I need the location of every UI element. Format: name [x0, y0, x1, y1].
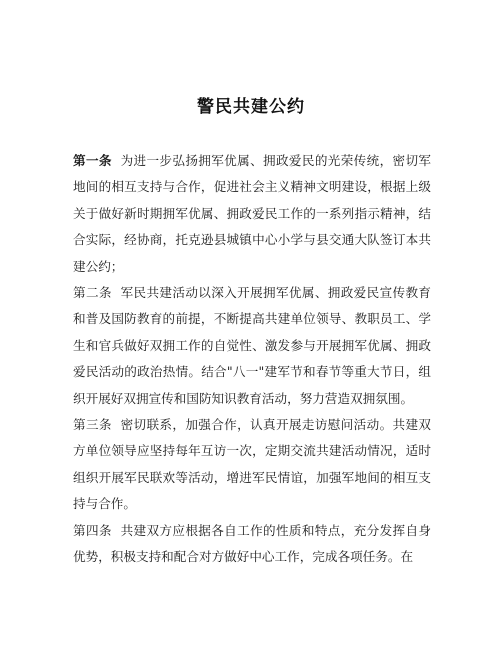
article-3: [73, 412, 431, 518]
article-2-heading: 第二条: [73, 285, 112, 301]
article-2: [73, 280, 431, 412]
article-1-heading: 第一条: [73, 153, 112, 168]
article-3-text: 密切联系，加强合作，认真开展走访慰问活动。共建双方单位领导应坚持每年互访一次，定期交流共建活动情况，适时组织开展军民联欢等活动，增进军民情谊，加强军地间的相互支持与合作。: [73, 417, 432, 512]
article-4-text: 共建双方应根据各自工作的性质和特点，充分发挥自身优势，积极支持和配合对方做好中心工作，完成各项任务。在: [73, 522, 432, 565]
article-4: [73, 518, 431, 571]
article-1: [73, 148, 431, 280]
article-1-text: 为进一步弘扬拥军优属、拥政爱民的光荣传统，密切军地间的相互支持与合作，促进社会主义精神文明建设，根据上级关于做好新时期拥军优属、拥政爱民工作的一系列指示精神，结合实际，经协商，托克逊县城镇中心小学与县交通大队签订本共建公约；: [73, 153, 432, 274]
article-2-text: 军民共建活动以深入开展拥军优属、拥政爱民宣传教育和普及国防教育的前提，不断提高共建单位领导、教职员工、学生和官兵做好双拥工作的自觉性、激发参与开展拥军优属、拥政爱民活动的政治热情。结合"八一"建军节和春节等重大节日，组织开展好双拥宣传和国防知识教育活动，努力营造双拥氛围。: [73, 285, 432, 406]
article-3-heading: 第三条: [73, 417, 112, 433]
document-title: 警民共建公约: [197, 97, 305, 117]
article-4-heading: 第四条: [73, 522, 112, 538]
document-body: [73, 148, 431, 571]
